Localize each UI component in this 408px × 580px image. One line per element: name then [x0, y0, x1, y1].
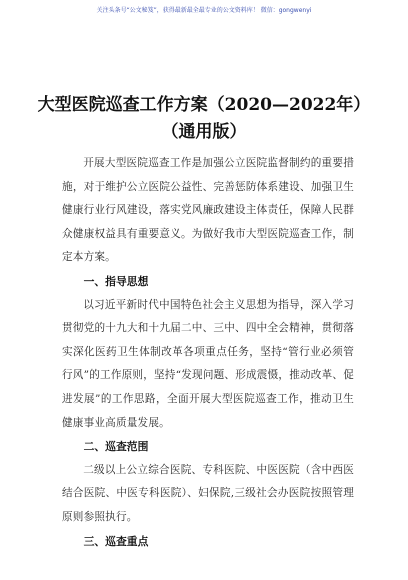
title-line-1: 大型医院巡查工作方案（2020—2022年）	[37, 95, 371, 115]
document-body	[62, 152, 354, 553]
section-heading-key-points: 三、巡查重点	[83, 534, 149, 548]
section-heading-scope: 二、巡查范围	[83, 440, 149, 454]
intro-paragraph: 开展大型医院巡查工作是加强公立医院监督制约的重要措施，对于维护公立医院公益性、完善惩防体系建设、加强卫生健康行业行风建设，落实党风廉政建设主体责任，保障人民群众健康权益具有重要意义。为做好我市大型医院巡查工作，制定本方案。	[62, 157, 354, 264]
title-line-2: （通用版）	[161, 122, 247, 142]
document-title	[0, 92, 408, 146]
scope-paragraph: 二级以上公立综合医院、专科医院、中医医院（含中西医结合医院、中医专科医院）、妇保院,三级社会办医院按照管理原则参照执行。	[62, 463, 354, 523]
section-heading-guiding-ideology: 一、指导思想	[83, 274, 149, 288]
top-banner: 关注头条号“公文秘笈”，获得最新最全最专业的公文资料库！ 微信：gongwenyi	[96, 7, 312, 14]
guiding-ideology-paragraph: 以习近平新时代中国特色社会主义思想为指导，深入学习贯彻党的十九大和十九届二中、三中、四中全会精神，贯彻落实深化医药卫生体制改革各项重点任务，坚持“管行业必须管行风”的工作原则，坚持“发现问题、形成震慑，推动改革、促进发展”的工作思路，全面开展大型医院巡查工作，推动卫生健康事业高质量发展。	[62, 298, 354, 429]
